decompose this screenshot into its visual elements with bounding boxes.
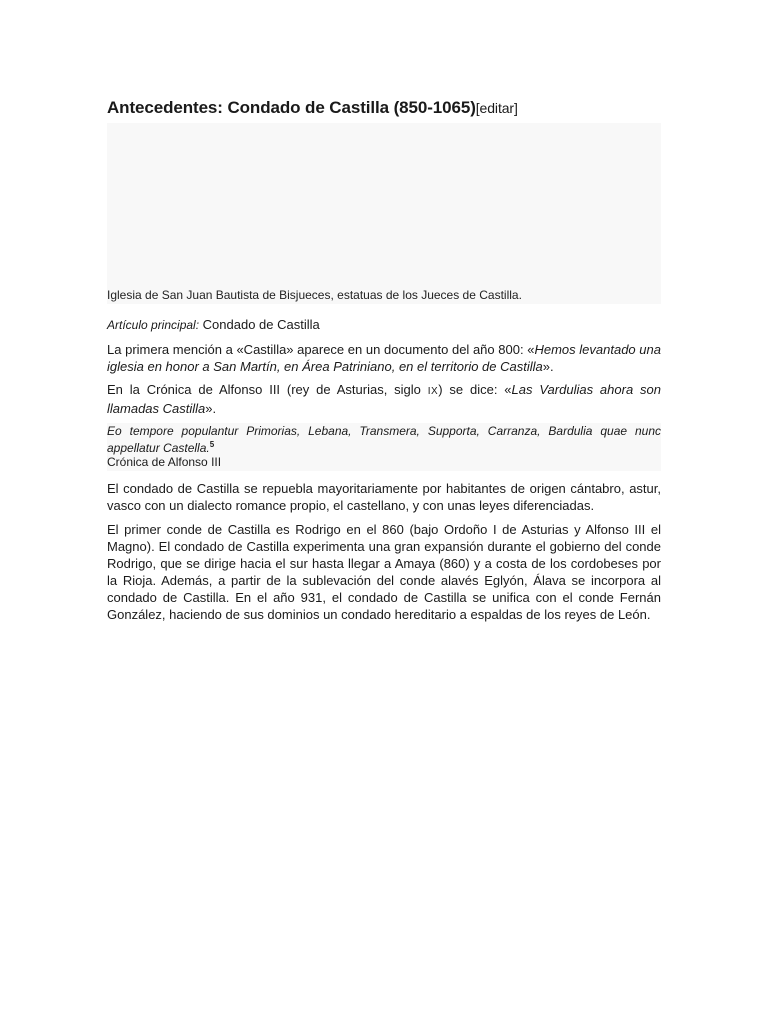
paragraph1-text-before: La primera mención a «Castilla» aparece en un documento del año 800: «: [107, 342, 535, 357]
paragraph-repoblacion: El condado de Castilla se repuebla mayoritariamente por habitantes de origen cántabro, astur, vasco con un dialecto romance propio, el castellano, y con unas leyes diferenciadas.: [107, 481, 661, 513]
paragraph2-text-middle: ) se dice: «: [438, 382, 512, 397]
latin-text: Eo tempore populantur Primorias, Lebana, Transmera, Supporta, Carranza, Bardulia quae nunc appellatur Castella.: [107, 424, 661, 455]
quote-source: Crónica de Alfonso III: [107, 455, 222, 469]
figure-placeholder: [107, 123, 661, 304]
paragraph-primer-conde: El primer conde de Castilla es Rodrigo en el 860 (bajo Ordoño I de Asturias y Alfonso III el Magno). El condado de Castilla experimenta una gran expansión durante el gobierno del conde Rodrigo, que se dirige hacia el sur hasta llegar a Amaya (860) y a costa de los cordobeses por la Rioja. Además, a partir de la sublevación del conde alavés Eglyón, Álava se incorpora al condado de Castilla. En el año 931, el condado de Castilla se unifica con el conde Fernán González, haciendo de sus dominios un condado hereditario a espaldas de los reyes de León.: [107, 522, 661, 622]
paragraph1-quote: Hemos levantado una iglesia en honor a San Martín, en Área Patriniano, en el territorio de Castilla: [107, 342, 661, 374]
paragraph-cronica: [107, 381, 661, 417]
latin-blockquote: [107, 423, 661, 471]
section-heading: [107, 96, 661, 120]
paragraph2-text-after: ».: [205, 401, 217, 416]
main-article-note: [107, 316, 661, 334]
paragraph2-text-before: En la Crónica de Alfonso III (rey de Asturias, siglo: [107, 382, 428, 397]
paragraph-first-mention: [107, 341, 661, 375]
latin-quote-text: [107, 425, 661, 455]
article-body: [107, 96, 661, 623]
reference-superscript[interactable]: 5: [209, 440, 215, 449]
figure-caption: Iglesia de San Juan Bautista de Bisjueces, estatuas de los Jueces de Castilla.: [107, 288, 522, 302]
paragraph1-text-after: ».: [542, 359, 554, 374]
edit-section-link[interactable]: [editar]: [475, 100, 518, 116]
main-article-label: Artículo principal:: [107, 318, 200, 332]
main-article-link[interactable]: Condado de Castilla: [202, 317, 320, 332]
century-numeral: IX: [427, 386, 439, 397]
section-title: Antecedentes: Condado de Castilla (850-1065): [107, 98, 476, 117]
paragraph2-quote: Las Vardulias ahora son llamadas Castilla: [107, 382, 662, 416]
